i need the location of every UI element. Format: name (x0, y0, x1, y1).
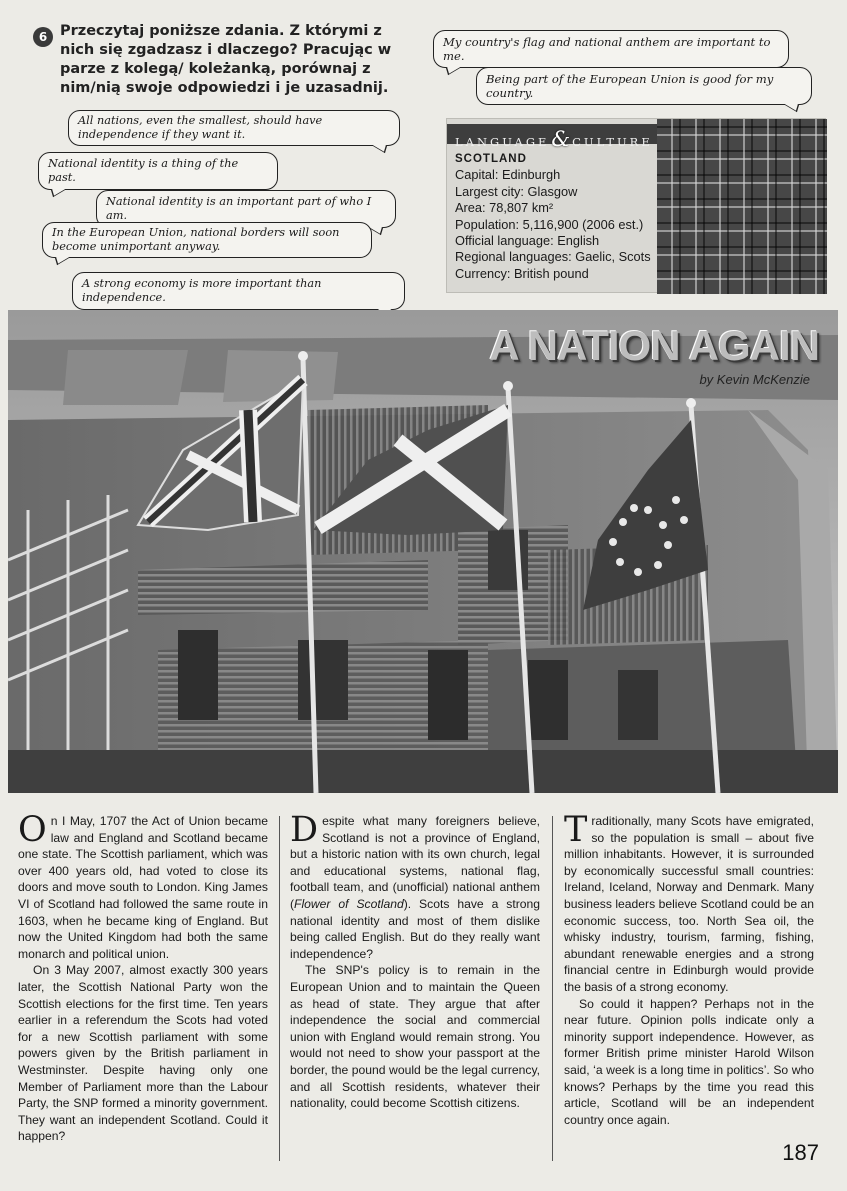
fact-area: Area: 78,807 km² (455, 200, 554, 216)
col2-paragraph-2: The SNP's policy is to remain in the European Union and to maintain the Queen as head of state. They argue that after independence the social and commercial union with England would remain strong. You would not need to show your passport at the border, the pound would be the legal currency, and all Scottish residents, whatever their nationality, could become Scottish citizens. (290, 963, 540, 1111)
fact-largest-city: Largest city: Glasgow (455, 183, 578, 199)
col3-paragraph-2: So could it happen? Perhaps not in the near future. Opinion polls indicate only a minority support independence. However, as former British prime minister Harold Wilson said, ‘a week is a long time in politics’. So who knows? Perhaps by the time you read this article, Scotland will be an independent country once again. (564, 996, 814, 1127)
col3-paragraph-1: Traditionally, many Scots have emigrated, so the population is small – about five million inhabitants. However, it is surrounded by economically successful small countries: Ireland, Iceland, Norway and Denmark. Many business leaders believe Scotland could be an economic success, too. North Sea oil, the whisky industry, tourism, farming, fishing, abundant renewable energies and a strong financial centre in Edinburgh would provide the basis of a strong economy. (564, 810, 814, 994)
exercise-number-badge: 6 (33, 27, 53, 47)
col1-paragraph-2: On 3 May 2007, almost exactly 300 years later, the Scottish National Party won the Scottish elections for the first time. Ten years earlier in a referendum the Scots had voted for a new Scottish parliament with some powers given by the British parliament in Westminster. Despite having only one Member of Parliament more than the Labour Party, the SNP formed a minority government. They want an independent Scotland. Could it happen? (18, 963, 268, 1144)
language-culture-header: LANGUAGE& CULTURE (447, 124, 657, 144)
facts-title: SCOTLAND (455, 153, 527, 165)
speech-bubble-borders: In the European Union, national borders will soon become unimportant anyway. (42, 222, 372, 258)
speech-bubble-flag-anthem: My country's flag and national anthem are important to me. (433, 30, 789, 68)
article-column-1 (18, 810, 268, 1145)
drop-cap-o: O (18, 810, 47, 850)
col1-paragraph-1: On I May, 1707 the Act of Union became law and England and Scotland became one state. The Scottish parliament, which was over 400 years old, had voted to close its doors and move south to London. King James VI of Scotland had followed the same route in 1603, when he became king of England. But now the United Kingdom had both the same monarch and political union. (18, 810, 268, 961)
drop-cap-d: D (290, 810, 319, 850)
column-divider-2 (552, 816, 553, 1161)
speech-bubble-european-union: Being part of the European Union is good for my country. (476, 67, 812, 105)
fact-currency: Currency: British pound (455, 265, 589, 281)
fact-capital: Capital: Edinburgh (455, 167, 561, 183)
speech-bubble-identity-past: National identity is a thing of the past. (38, 152, 278, 190)
fact-population: Population: 5,116,900 (2006 est.) (455, 216, 644, 232)
drop-cap-t: T (564, 810, 588, 850)
scotland-facts (455, 151, 660, 282)
article-title: A NATION AGAIN (489, 322, 819, 369)
fact-regional-languages: Regional languages: Gaelic, Scots (455, 249, 651, 265)
col2-paragraph-1: Despite what many foreigners believe, Scotland is not a province of England, but a historic nation with its own church, legal and educational systems, national flag, football team, and (unofficial) national anthem (Flower of Scotland). Scots have a strong national identity and most of them dislike being called English. But do they really want independence? (290, 810, 541, 961)
speech-bubble-independence: All nations, even the smallest, should have independence if they want it. (68, 110, 400, 146)
exercise-instruction: Przeczytaj poniższe zdania. Z którymi z nich się zgadzasz i dlaczego? Pracując w parze z kolegą/ koleżanką, porównaj z nim/nią swoje odpowiedzi i je uzasadnij. (60, 23, 392, 96)
page-number: 187 (782, 1140, 819, 1165)
article-column-3 (564, 810, 814, 1128)
article-column-2 (290, 810, 541, 1112)
tartan-pattern (657, 119, 827, 294)
article-byline: by Kevin McKenzie (699, 372, 810, 387)
fact-official-language: Official language: English (455, 233, 600, 249)
column-divider-1 (279, 816, 280, 1161)
speech-bubble-identity-important: National identity is an important part of who I am. (96, 190, 396, 228)
language-culture-box (446, 118, 826, 293)
speech-bubble-economy: A strong economy is more important than independence. (72, 272, 405, 310)
